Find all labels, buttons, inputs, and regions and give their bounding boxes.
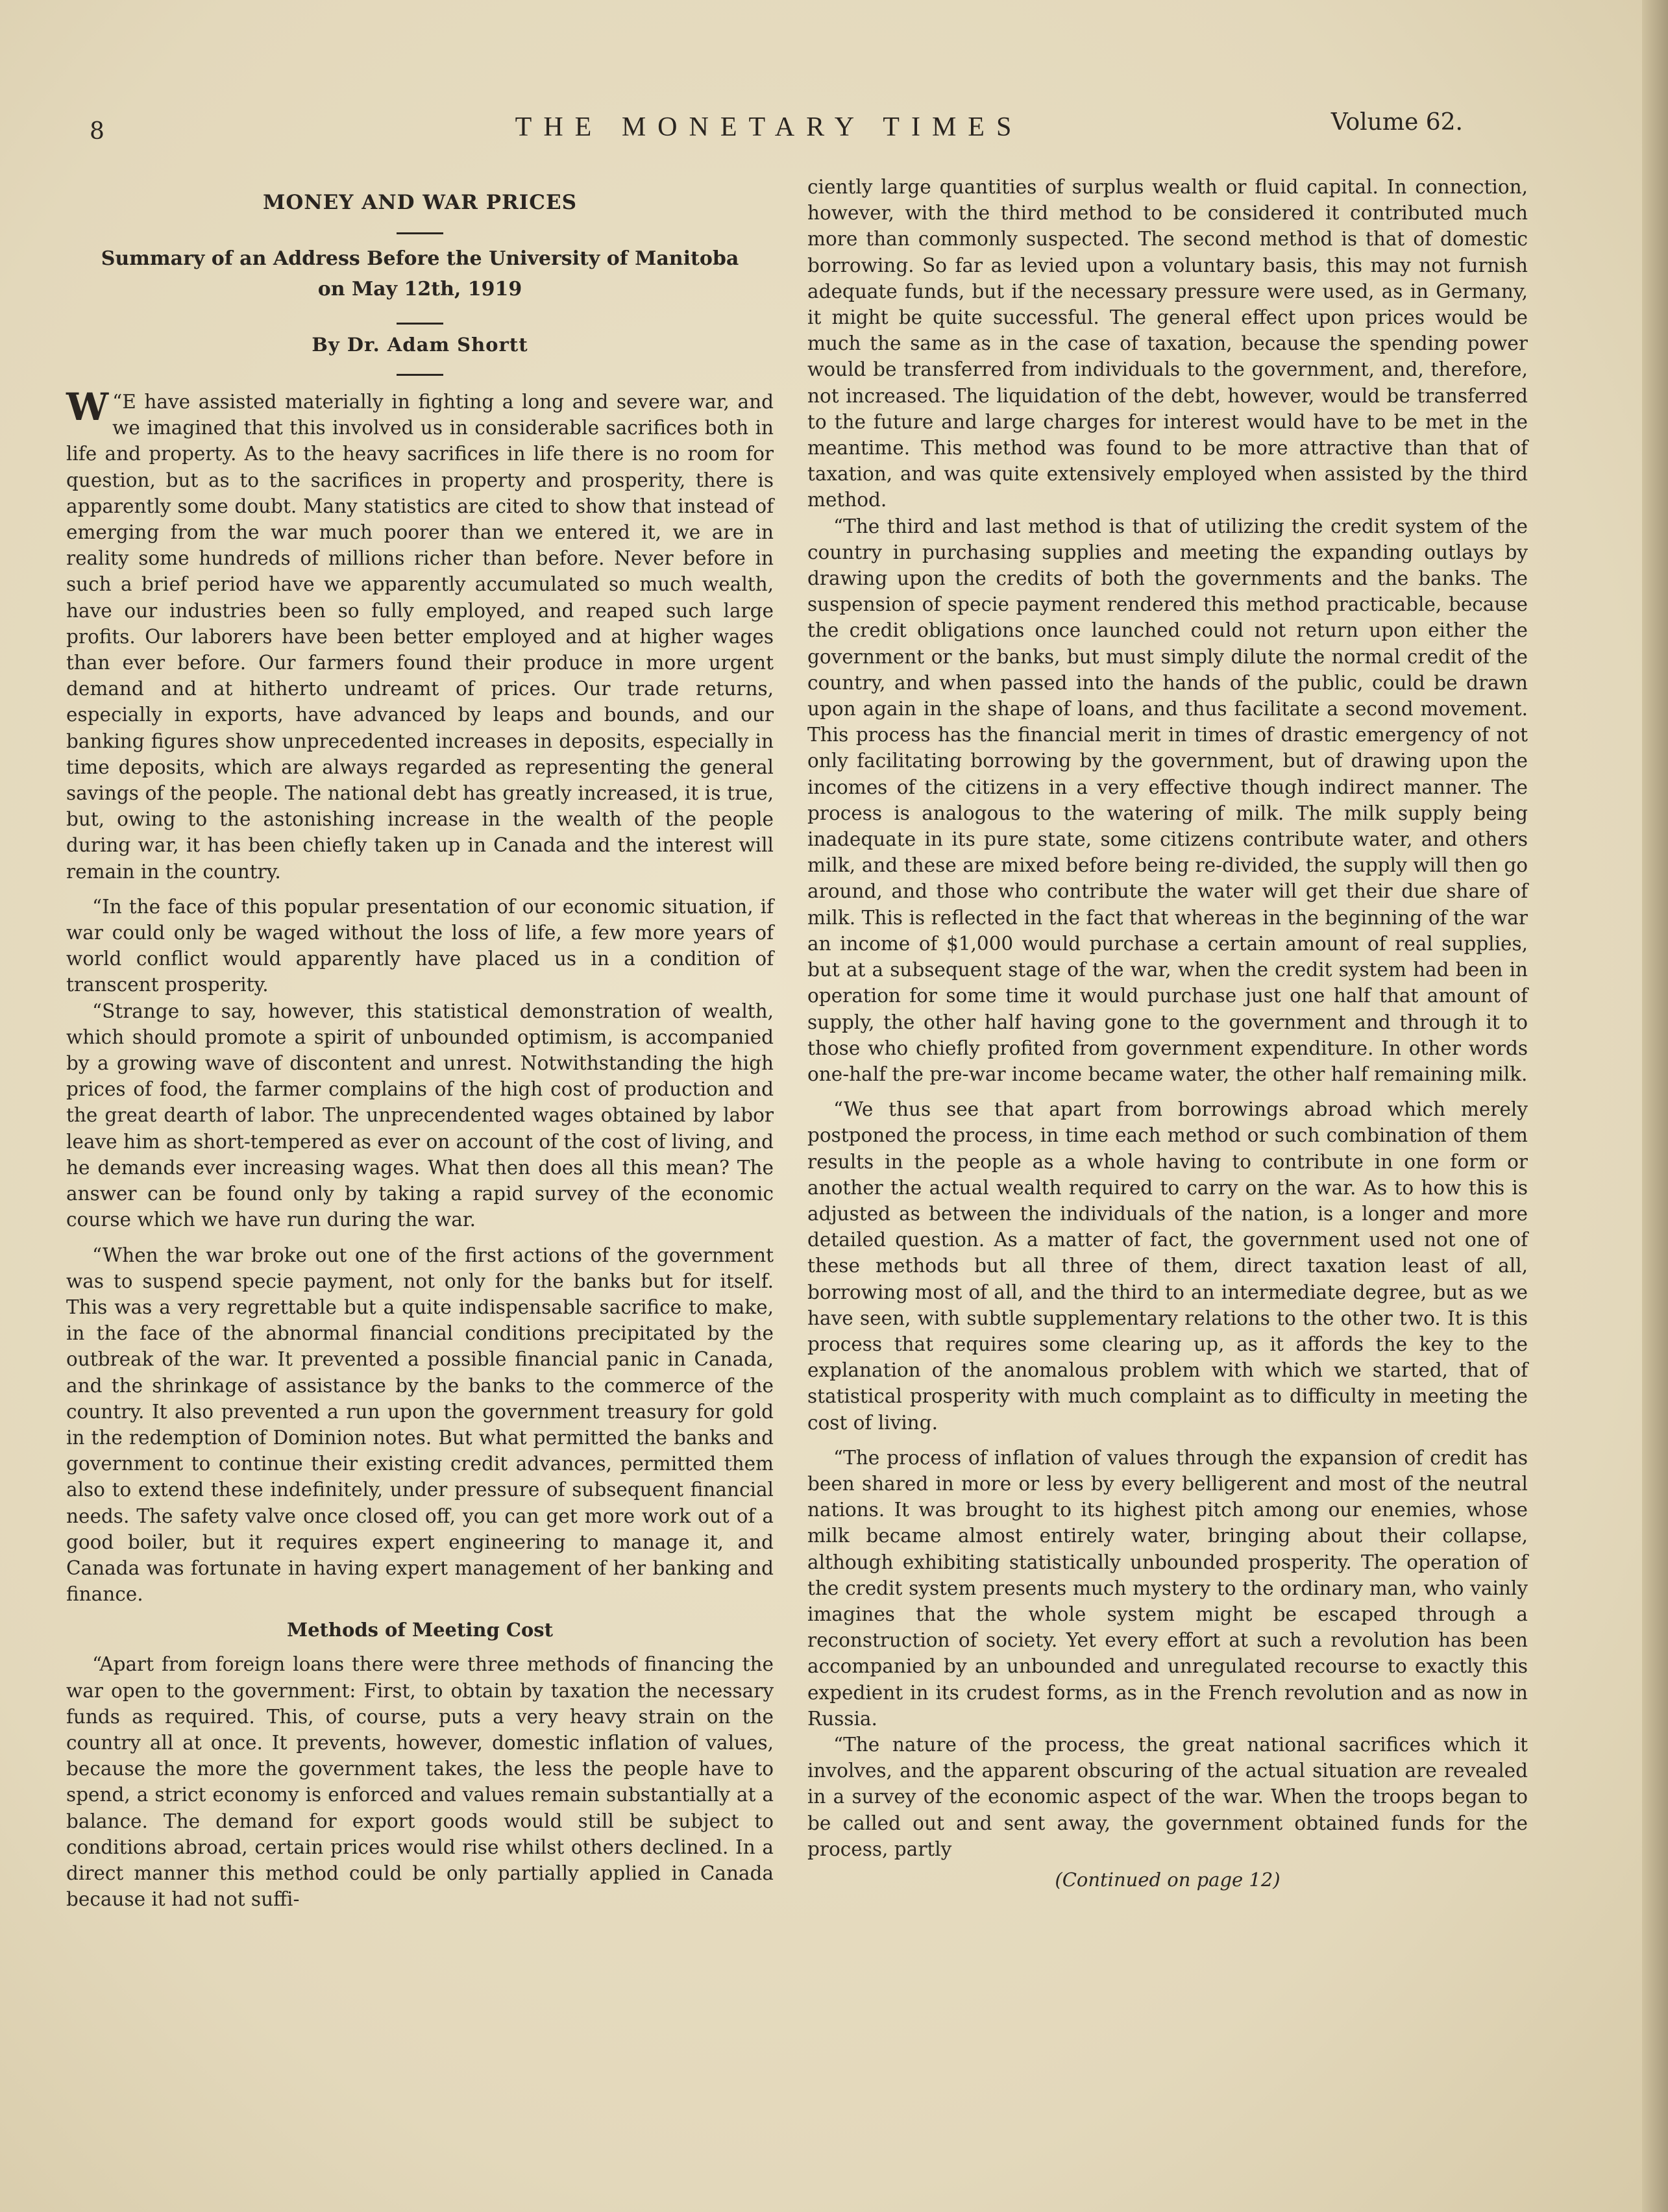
title-rule xyxy=(397,232,443,234)
subtitle-line-1: Summary of an Address Before the University of Manitoba xyxy=(101,247,739,270)
byline-rule xyxy=(397,374,443,376)
continued-note: (Continued on page 12) xyxy=(1055,1869,1281,1891)
open-quote: “ xyxy=(112,391,123,413)
page-spine-shadow xyxy=(1642,0,1668,2212)
left-column xyxy=(66,179,774,1912)
paragraph-10: “The nature of the process, the great national sacrifices which it involves, and the apparent obscuring of the actual situation are revealed in a survey of the economic aspect of the war. When the troops began to be called out and sent away, the government obtained funds for the process, partly xyxy=(807,1733,1528,1860)
running-header xyxy=(78,109,1463,148)
drop-cap: W xyxy=(66,385,109,429)
right-column xyxy=(807,174,1528,1891)
masthead: THE MONETARY TIMES xyxy=(515,112,1024,142)
paragraph-2: “In the face of this popular presentation of our economic situation, if war could only be waged without the loss of life, a few more years of world conflict would apparently have placed us in a condition of transcent prosperity. xyxy=(66,895,774,996)
article-subtitle xyxy=(66,243,774,304)
subtitle-rule xyxy=(397,323,443,325)
paragraph-5: “Apart from foreign loans there were three methods of financing the war open to the government: First, to obtain by taxation the necessary funds as required. This, of course, puts a very heavy strain on the country all at once. It prevents, however, domestic inflation of values, because the more the government takes, the less the people have to spend, a strict economy is enforced and values remain substantially at a balance. The demand for export goods would still be subject to conditions abroad, certain prices would rise whilst others declined. In a direct manner this method could be only partially applied in Canada because it had not suffi- xyxy=(66,1653,774,1911)
page-number: 8 xyxy=(90,118,104,145)
paragraph-9: “The process of inflation of values through the expansion of credit has been shared in more or less by every belligerent and most of the neutral nations. It was brought to its highest pitch among our enemies, whose milk became almost entirely water, bringing about their collapse, although exhibiting statistically unbounded prosperity. The operation of the credit system presents much mystery to the ordinary man, who vainly imagines that the whole system might be escaped through a reconstruction of society. Yet every effort at such a revolution has been accompanied by an unbounded and unregulated recourse to exactly this expedient in its crudest forms, as in the French revolution and as now in Russia. xyxy=(807,1446,1528,1730)
paragraph-1-text: E have assisted materially in fighting a long and severe war, and we imagined that this involved us in considerable sacrifices both in life and property. As to the heavy sacrifices in life there is no room for question, but as to the sacrifices in property and prosperity, there is apparently some doubt. Many statistics are cited to show that instead of emerging from the war much poorer than we entered it, we are in reality some hundreds of millions richer than before. Never before in such a brief period have we apparently accumulated so much wealth, have our industries been so fully employed, and reaped such large profits. Our laborers have been better employed and at higher wages than ever before. Our farmers found their produce in more urgent demand and at hitherto undreamt of prices. Our trade returns, especially in exports, have advanced by leaps and bounds, and our banking figures show unprecedented increases in deposits, especially in time deposits, which are always regarded as representing the general savings of the people. The national debt has greatly increased, it is true, but, owing to the astonishing increase in the wealth of the people during war, it has been chiefly taken up in Canada and the interest will remain in the country. xyxy=(66,391,774,883)
byline: By Dr. Adam Shortt xyxy=(312,334,528,356)
paragraph-8: “We thus see that apart from borrowings abroad which merely postponed the process, in time each method or such combination of them results in the people as a whole having to contribute in one form or another the actual wealth required to carry on the war. As to how this is adjusted as between the individuals of the nation, is a longer and more detailed question. As a matter of fact, the government used not one of these methods but all three of them, direct taxation least of all, borrowing most of all, and the third to an intermediate degree, but as we have seen, with subtle supplementary relations to the other two. It is this process that requires some clearing up, as it affords the key to the explanation of the anomalous problem with which we started, that of statistical prosperity with much complaint as to difficulty in meeting the cost of living. xyxy=(807,1098,1528,1434)
paragraph-7: “The third and last method is that of utilizing the credit system of the country in purchasing supplies and meeting the expanding outlays by drawing upon the credits of both the governments and the banks. The suspension of specie payment rendered this method practicable, because the credit obligations once launched could not return upon either the government or the banks, but must simply dilute the normal credit of the country, and when passed into the hands of the public, could be drawn upon again in the shape of loans, and thus facilitate a second movement. This process has the financial merit in times of drastic emergency of not only facilitating borrowing by the government, but of drawing upon the incomes of the citizens in a very effective though indirect manner. The process is analogous to the watering of milk. The milk supply being inadequate in its pure state, some citizens contribute water, and others milk, and these are mixed before being re-divided, the supply will then go around, and those who contribute the water will get their due share of milk. This is reflected in the fact that whereas in the beginning of the war an income of $1,000 would purchase a certain amount of real supplies, but at a subsequent stage of the war, when the credit system had been in operation for some time it would purchase just one half that amount of supply, the other half having gone to the government and through it to those who chiefly profited from government expenditure. In other words one-half the pre-war income became water, the other half remaining milk. xyxy=(807,515,1528,1085)
section-subhead: Methods of Meeting Cost xyxy=(286,1619,553,1641)
paragraph-6: ciently large quantities of surplus wealth or fluid capital. In connection, however, with the third method to be considered it contributed much more than commonly suspected. The second method is that of domestic borrowing. So far as levied upon a voluntary basis, this may not furnish adequate funds, but if the necessary pressure were used, as in Germany, it might be quite successful. The general effect upon prices would be much the same as in the case of taxation, because the spending power would be transferred from individuals to the government, and, therefore, not increased. The liquidation of the debt, however, would be transferred to the future and large charges for interest would have to be met in the meantime. This method was found to be more attractive than that of taxation, and was quite extensively employed when assisted by the third method. xyxy=(807,176,1528,511)
paragraph-3: “Strange to say, however, this statistical demonstration of wealth, which should promote a spirit of unbounded optimism, is accompanied by a growing wave of discontent and unrest. Notwithstanding the high prices of food, the farmer complains of the high cost of production and the great dearth of labor. The unprecendented wages obtained by labor leave him as short-tempered as ever on account of the cost of living, and he demands ever increasing wages. What then does all this mean? The answer can be found only by taking a rapid survey of the economic course which we have run during the war. xyxy=(66,1000,774,1231)
volume-label: Volume 62. xyxy=(1331,109,1463,136)
subtitle-line-2: on May 12th, 1919 xyxy=(317,278,522,301)
paragraph-1 xyxy=(66,385,774,885)
article-title: MONEY AND WAR PRICES xyxy=(263,191,577,214)
paragraph-4: “When the war broke out one of the first actions of the government was to suspend specie payment, not only for the banks but for itself. This was a very regrettable but a quite indispensable sacrifice to make, in the face of the abnormal financial conditions precipitated by the outbreak of the war. It prevented a possible financial panic in Canada, and the shrinkage of assistance by the banks to the commerce of the country. It also prevented a run upon the government treasury for gold in the redemption of Dominion notes. But what permitted the banks and government to continue their existing credit advances, permitted them also to extend these indefinitely, under pressure of subsequent financial needs. The safety valve once closed off, you can get more work out of a good boiler, but it requires expert engineering to manage it, and Canada was fortunate in having expert management of her banking and finance. xyxy=(66,1244,774,1606)
